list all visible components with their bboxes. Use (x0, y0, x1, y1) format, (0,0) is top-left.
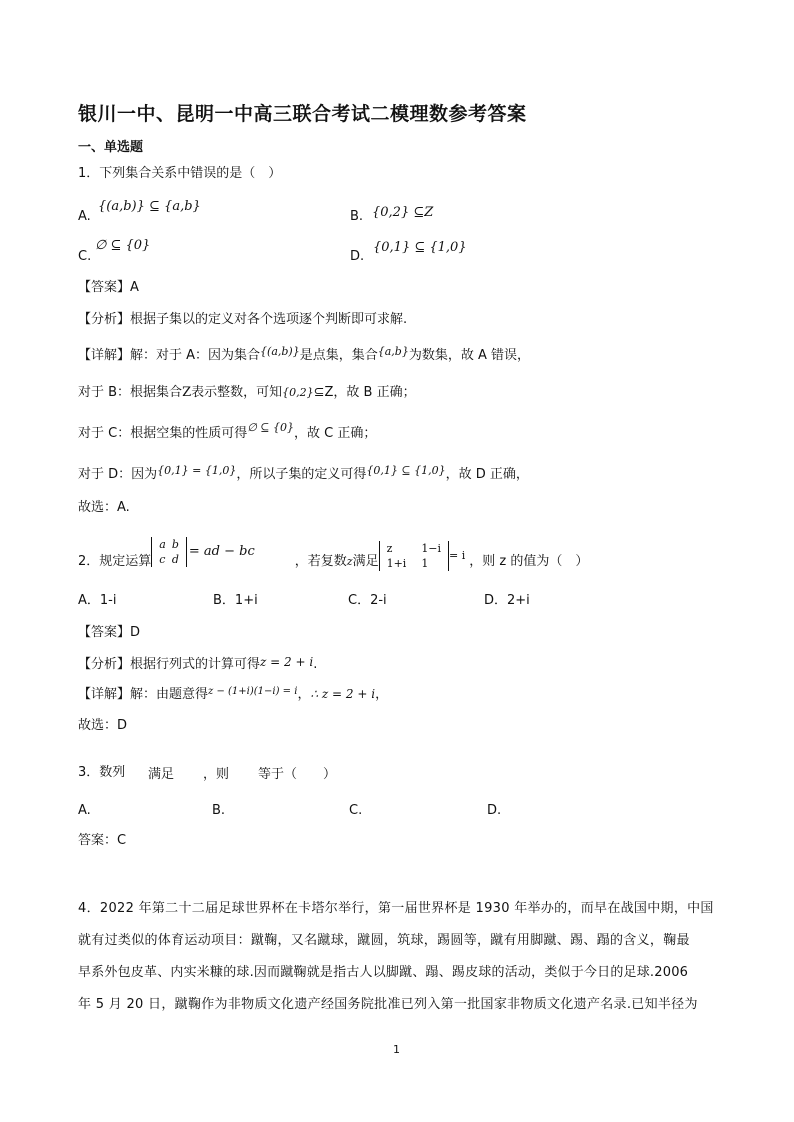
q2-det2-d: 1 (421, 556, 429, 570)
q3-option-b: B. (212, 803, 226, 818)
q2-stem-a: 2．规定运算 (78, 554, 152, 569)
q2-option-a: A．1-i (78, 593, 117, 608)
q2-analysis-math: z = 2 + i (260, 655, 314, 669)
q1-detail-2a: 对于 B：根据集合 (78, 385, 183, 400)
q3-option-a: A. (78, 803, 91, 818)
q2-stem-z: z (346, 555, 353, 568)
q1-option-c-math: ∅ ⊆ {0} (95, 238, 151, 253)
q1-detail-1-math1: {(a,b)} (260, 345, 300, 358)
q1-detail-2b: 表示整数，可知 (191, 385, 283, 400)
q1-option-b-math: {0,2} ⊆Z (372, 205, 434, 220)
q1-detail-2-math1: Z (182, 385, 192, 400)
q1-answer: 【答案】A (78, 280, 139, 295)
q4-line-4: 年 5 月 20 日，蹴鞠作为非物质文化遗产经国务院批准已列入第一批国家非物质文化遗产名录.已知半径为 (78, 997, 698, 1012)
q1-detail-3-math1: ∅ ⊆ {0} (247, 421, 295, 434)
q2-det1-rhs: = ad − bc (188, 544, 255, 559)
q2-det1-c: c (159, 552, 166, 566)
q2-answer: 【答案】D (78, 625, 141, 640)
q1-detail-line-2 (78, 384, 416, 402)
q2-analysis (78, 655, 317, 674)
q4-line-2: 就有过类似的体育运动项目：蹴鞠，又名蹴球，蹴圆，筑球，踢圆等，蹴有用脚蹴、踢、蹋的含义，鞠最 (78, 933, 690, 948)
q2-option-d: D．2+i (484, 593, 530, 608)
q2-det1-b: b (171, 537, 179, 551)
q3-stem-c: ，则 (203, 767, 230, 782)
q4-line-1: 4．2022 年第二十二届足球世界杯在卡塔尔举行，第一届世界杯是 1930 年举办的，而早在战国中期，中国 (78, 901, 714, 916)
q2-determinant-definition (151, 537, 187, 567)
q2-determinant-condition (379, 541, 449, 571)
page-number: 1 (393, 1043, 400, 1056)
q3-answer: 答案：C (78, 833, 127, 848)
q2-detail-a: 【详解】解：由题意得 (78, 687, 209, 702)
q1-analysis: 【分析】根据子集以的定义对各个选项逐个判断即可求解. (78, 312, 408, 327)
q2-analysis-a: 【分析】根据行列式的计算可得 (78, 657, 261, 672)
q2-choose: 故选：D (78, 718, 128, 733)
q3-stem-b: 满足 (148, 767, 175, 782)
q2-detail-math2: ∴ z = 2 + i (310, 687, 376, 701)
q1-detail-4b: ，所以子集的定义可得 (236, 467, 367, 482)
q1-detail-1b: 是点集，集合 (299, 348, 378, 363)
q1-detail-4-math1: {0,1} = {1,0} (157, 464, 237, 477)
q2-stem-d: ，则 z 的值为（ ） (469, 554, 589, 569)
q2-option-b: B．1+i (213, 593, 258, 608)
q1-detail-4a: 对于 D：因为 (78, 467, 158, 482)
q2-option-c: C．2-i (348, 593, 387, 608)
q4-line-3: 早系外包皮革、内实米糠的球.因而蹴鞠就是指古人以脚蹴、蹋、踢皮球的活动，类似于今日的足球.2006 (78, 965, 689, 980)
q1-detail-line-3 (78, 421, 377, 443)
q2-det1-a: a (159, 537, 166, 551)
q1-option-d-label: D. (350, 249, 365, 264)
q1-detail-1-math2: {a,b} (377, 345, 409, 358)
q1-option-c-label: C. (78, 249, 92, 264)
q1-detail-3a: 对于 C：根据空集的性质可得 (78, 426, 248, 441)
q1-option-a-math: {(a,b)} ⊆ {a,b} (98, 199, 201, 214)
section-heading: 一、单选题 (78, 140, 144, 155)
q2-det2-a: z (386, 541, 393, 555)
q1-option-a-label: A. (78, 209, 91, 224)
q3-stem-a: 3．数列 (78, 765, 126, 780)
q2-detail (78, 685, 388, 705)
q3-option-c: C. (349, 803, 363, 818)
q2-stem-b: ，若复数 (294, 554, 347, 569)
q3-option-d: D. (487, 803, 502, 818)
q2-detail-b: ， (297, 687, 311, 702)
q2-det1-d: d (171, 552, 179, 566)
page-title: 银川一中、昆明一中高三联合考试二模理数参考答案 (78, 103, 527, 125)
q1-choose: 故选：A. (78, 500, 130, 515)
q2-detail-math1: z − (1+i)(1−i) = i (208, 686, 298, 697)
q1-detail-4c: ，故 D 正确， (445, 467, 529, 482)
q2-stem-c: 满足 (352, 554, 379, 569)
q2-det2-b: 1−i (421, 541, 442, 555)
q3-stem-d: 等于（ ） (258, 767, 337, 782)
q2-stem (78, 537, 589, 581)
q2-det2-c: 1+i (386, 556, 407, 570)
q2-detail-c: ， (375, 687, 389, 702)
q1-detail-3b: ，故 C 正确； (294, 426, 377, 441)
q2-det2-rhs: = i (449, 549, 466, 562)
q1-option-d-math: {0,1} ⊆ {1,0} (373, 240, 467, 255)
q1-stem: 1．下列集合关系中错误的是（ ） (78, 166, 282, 181)
q2-analysis-b: . (313, 657, 318, 672)
q1-detail-2-math2: {0,2} (282, 386, 314, 399)
q1-detail-line-4 (78, 466, 529, 484)
q1-detail-1c: 为数集，故 A 错误， (408, 348, 530, 363)
q1-detail-1a: 【详解】解：对于 A：因为集合 (78, 348, 261, 363)
q1-detail-2c: ⊆Z，故 B 正确； (313, 385, 416, 400)
q1-detail-line-1 (78, 347, 530, 365)
q1-detail-4-math2: {0,1} ⊆ {1,0} (366, 464, 446, 477)
q1-option-b-label: B. (350, 209, 364, 224)
